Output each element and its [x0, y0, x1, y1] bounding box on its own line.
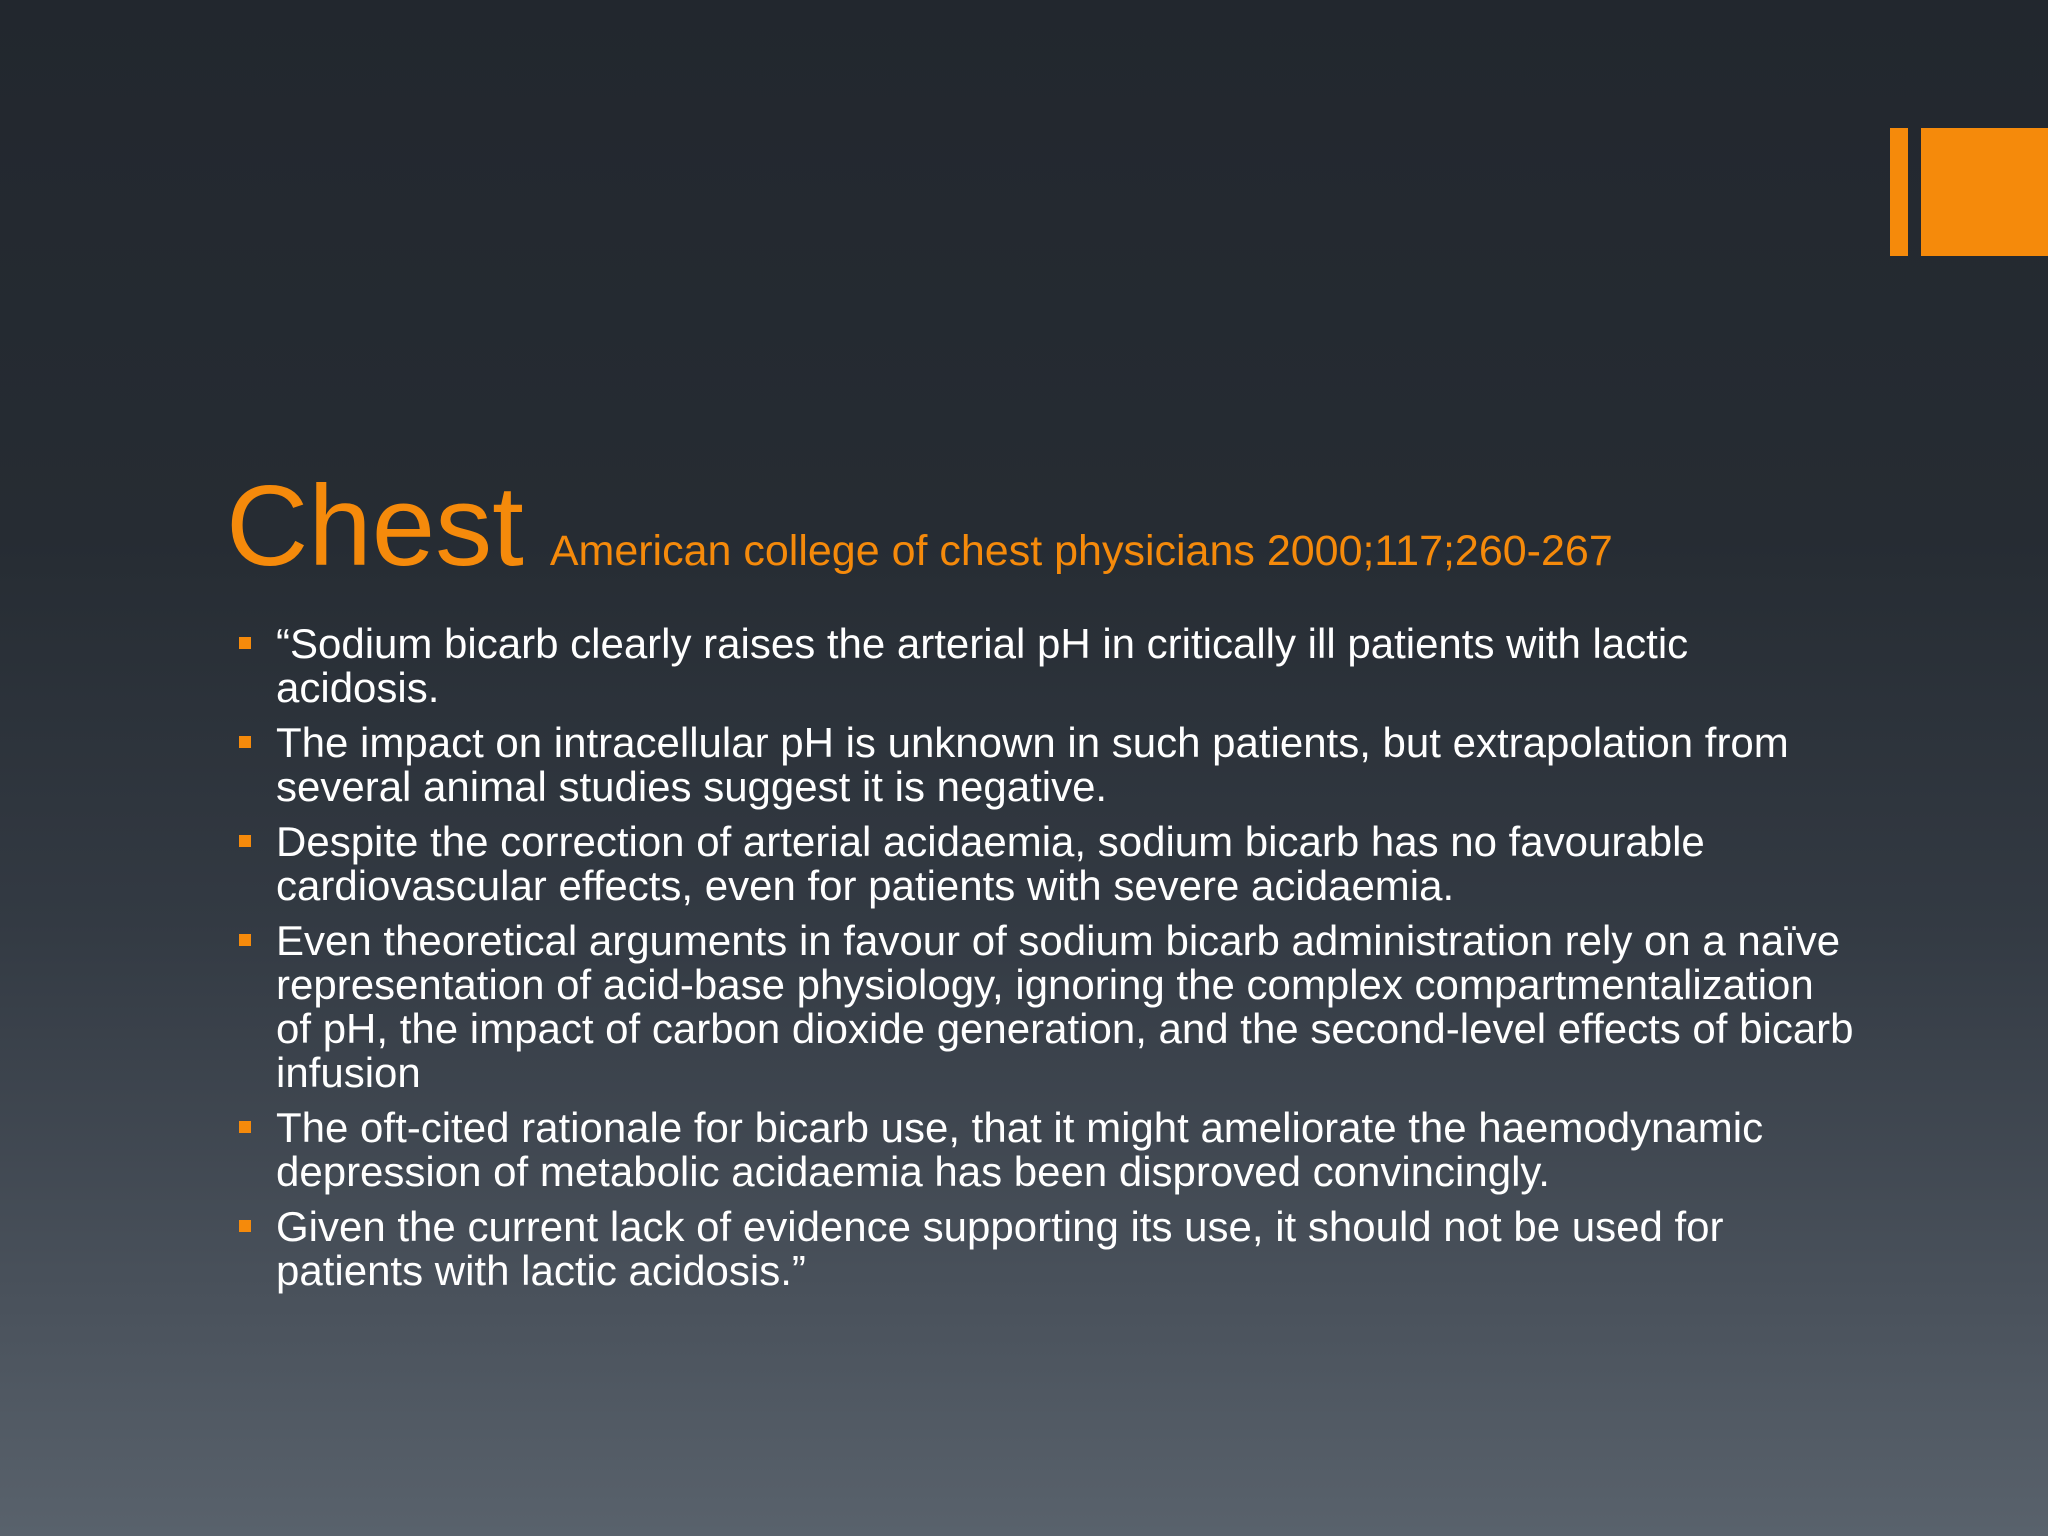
bullet-text: Even theoretical arguments in favour of sodium bicarb administration rely on a naïve representation of acid-base physiology, ignoring the complex compartmentalization of pH, the impact of carbon dioxide generation, and the second-level effects of bicarb infusion [276, 917, 1854, 1096]
square-bullet-icon [239, 1220, 251, 1232]
bullet-item [236, 721, 1856, 809]
bullet-item [236, 1205, 1856, 1293]
bullet-list [236, 622, 1856, 1304]
title-row [226, 463, 1613, 590]
slide-subtitle: American college of chest physicians 2000;117;260-267 [549, 527, 1613, 575]
square-bullet-icon [239, 835, 251, 847]
square-bullet-icon [239, 934, 251, 946]
square-bullet-icon [239, 637, 251, 649]
bullet-text: Given the current lack of evidence supporting its use, it should not be used for patients with lactic acidosis.” [276, 1203, 1724, 1294]
bullet-item [236, 919, 1856, 1095]
square-bullet-icon [239, 1121, 251, 1133]
bullet-item [236, 622, 1856, 710]
accent-bar-thin [1890, 128, 1908, 256]
bullet-text: The oft-cited rationale for bicarb use, that it might ameliorate the haemodynamic depression of metabolic acidaemia has been disproved convincingly. [276, 1104, 1764, 1195]
square-bullet-icon [239, 736, 251, 748]
bullet-text: The impact on intracellular pH is unknown in such patients, but extrapolation from several animal studies suggest it is negative. [276, 719, 1789, 810]
bullet-text: “Sodium bicarb clearly raises the arterial pH in critically ill patients with lactic acidosis. [276, 620, 1689, 711]
slide-title: Chest [226, 463, 524, 590]
bullet-text: Despite the correction of arterial acidaemia, sodium bicarb has no favourable cardiovascular effects, even for patients with severe acidaemia. [276, 818, 1705, 909]
accent-bar-thick [1921, 128, 2048, 256]
bullet-item [236, 820, 1856, 908]
bullet-item [236, 1106, 1856, 1194]
